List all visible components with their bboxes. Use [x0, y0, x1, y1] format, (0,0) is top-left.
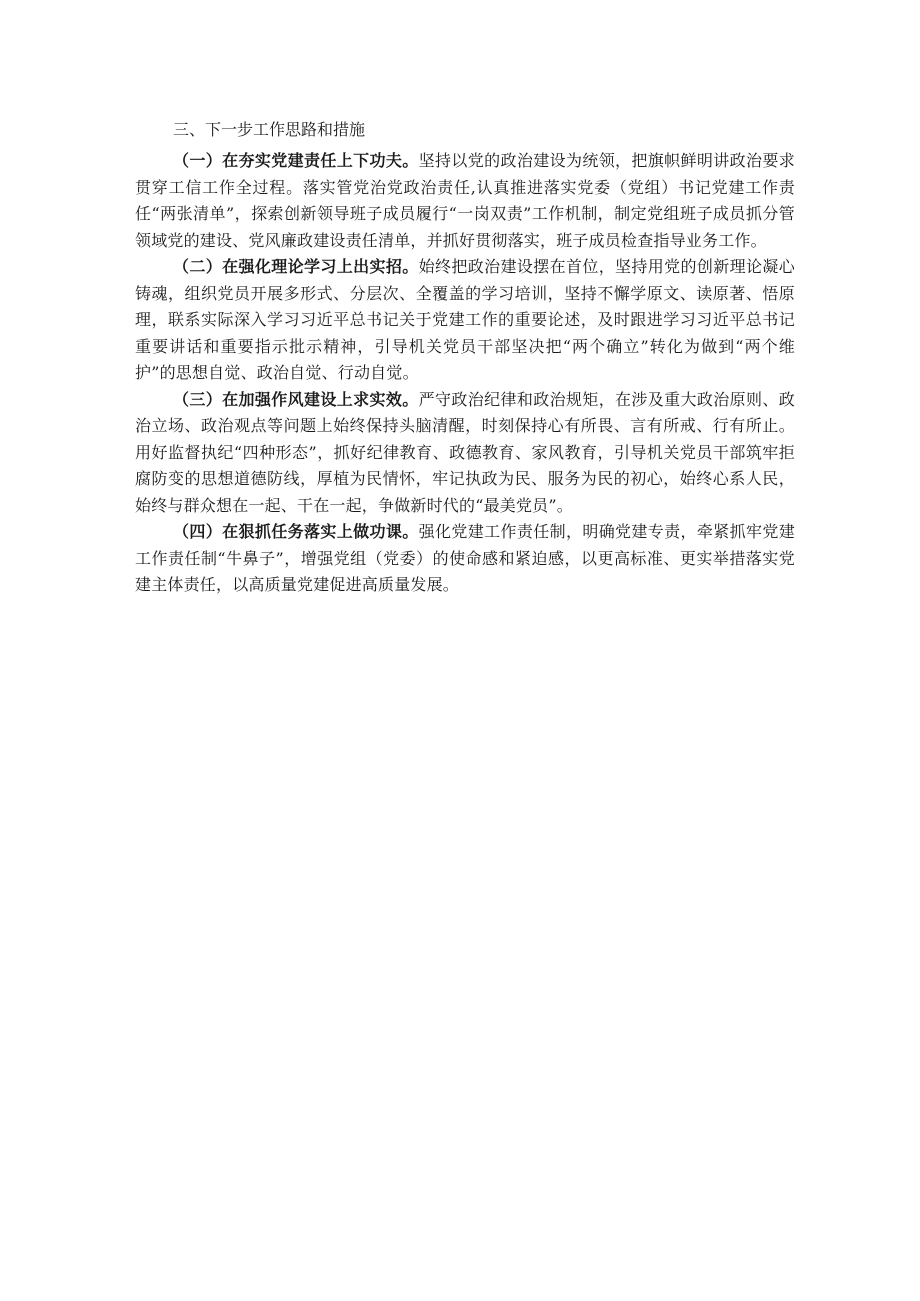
paragraph-1-body: 坚持以党的政治建设为统领，把旗帜鲜明讲政治要求贯穿工信工作全过程。落实管党治党政治责任,认真推进落实党委（党组）书记党建工作责任“两张清单”，探索创新领导班子成员履行“一岗双责”工作机制，制定党组班子成员抓分管领域党的建设、党风廉政建设责任清单，并抓好贯彻落实，班子成员检查指导业务工作。: [135, 151, 795, 250]
document-page: [135, 118, 795, 599]
paragraph-2: [135, 254, 795, 387]
paragraph-1-lead: （一）在夯实党建责任上下功夫。: [173, 151, 419, 170]
paragraph-4-lead: （四）在狠抓任务落实上做功课。: [173, 522, 419, 541]
paragraph-2-lead: （二）在强化理论学习上出实招。: [173, 257, 419, 276]
paragraph-3-body: 严守政治纪律和政治规矩，在涉及重大政治原则、政治立场、政治观点等问题上始终保持头脑清醒，时刻保持心有所畏、言有所戒、行有所止。用好监督执纪“四种形态”，抓好纪律教育、政德教育、家风教育，引导机关党员干部筑牢拒腐防变的思想道德防线，厚植为民情怀，牢记执政为民、服务为民的初心，始终心系人民，始终与群众想在一起、干在一起，争做新时代的“最美党员”。: [135, 389, 795, 515]
paragraph-2-body: 始终把政治建设摆在首位，坚持用党的创新理论凝心铸魂，组织党员开展多形式、分层次、全覆盖的学习培训，坚持不懈学原文、读原著、悟原理，联系实际深入学习习近平总书记关于党建工作的重要论述，及时跟进学习习近平总书记重要讲话和重要指示批示精神，引导机关党员干部坚决把“两个确立”转化为做到“两个维护”的思想自觉、政治自觉、行动自觉。: [135, 257, 795, 382]
paragraph-1: [135, 148, 795, 254]
paragraph-4: [135, 519, 795, 599]
paragraph-3-lead: （三）在加强作风建设上求实效。: [173, 389, 419, 409]
paragraph-3: [135, 387, 795, 520]
section-heading: 三、下一步工作思路和措施: [173, 120, 366, 139]
paragraph-4-body: 强化党建工作责任制，明确党建专责，牵紧抓牢党建工作责任制“牛鼻子”，增强党组（党委）的使命感和紧迫感，以更高标准、更实举措落实党建主体责任，以高质量党建促进高质量发展。: [135, 522, 795, 594]
